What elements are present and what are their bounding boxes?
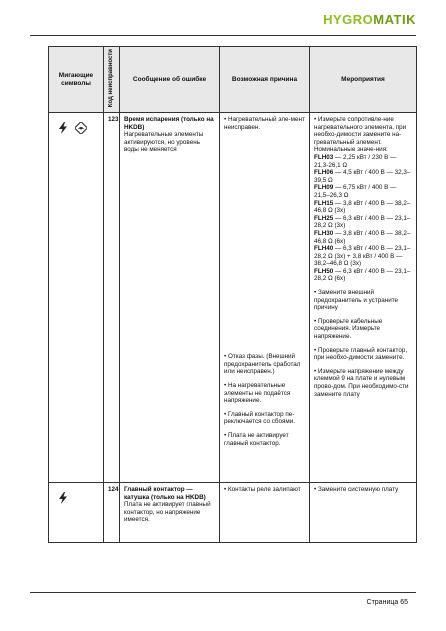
- lightning-icon: [57, 122, 69, 134]
- nominal-item: FLH09 — 6,75 кВт / 400 В — 21,5–26,3 Ω: [314, 184, 397, 199]
- header-message: Сообщение об ошибке: [120, 47, 220, 113]
- cause-item: • Нагревательный эле-мент неисправен.: [224, 116, 305, 131]
- action-item: • Измерьте напряжение между клеммой 9 на плате и нулевым прово-дом. При необходимо-сти замените плату: [314, 367, 409, 398]
- cause-item: • Отказ фазы. (Внешний предохранитель сработал или неисправен.): [224, 353, 301, 376]
- cause-item: • Плата не активирует главный контактор.: [224, 431, 289, 447]
- error-message-cell: [120, 113, 220, 483]
- error-title: Время испарения (только на HKDB): [124, 116, 214, 131]
- error-title: Главный контактор — катушка (только на HKDB): [124, 486, 206, 501]
- header-action: Мероприятия: [310, 47, 417, 113]
- error-description: Плата не активирует главный контактор, но напряжение имеется.: [124, 501, 211, 524]
- error-code: 124: [104, 483, 120, 543]
- level-sensor-icon: [75, 122, 87, 134]
- action-cell: [310, 113, 417, 483]
- action-item: • Замените системную плату: [314, 486, 399, 493]
- bottom-divider: [30, 592, 416, 593]
- nominal-item: FLH03 — 2,25 кВт / 230 В — 21,3-26,1 Ω: [314, 153, 397, 169]
- symbols-cell: [49, 483, 104, 543]
- nominal-item: FLH50 — 6,3 кВт / 400 В — 23,1–28,2 Ω (6x): [314, 267, 411, 283]
- header-cause: Возможная причина: [220, 47, 310, 113]
- error-message-cell: [120, 483, 220, 543]
- cause-item: • Контакты реле залипают: [224, 486, 301, 493]
- symbols-cell: [49, 113, 104, 483]
- cause-cell: [220, 113, 310, 483]
- cause-cell: [220, 483, 310, 543]
- page-number: Страница 65: [366, 599, 408, 606]
- cause-item: • Главный контактор пе-реключается со сбоями.: [224, 410, 296, 426]
- cause-item: • На нагревательные элементы не подаётся напряжение.: [224, 381, 291, 405]
- header-symbols: Мигающие символы: [49, 47, 104, 113]
- action-item: • Проверьте кабельные соединения. Измерьте напряжение.: [314, 317, 383, 341]
- nominal-item: FLH40 — 6,3 кВт / 400 В — 23,1–28,2 Ω (3x) + 3,8 кВт / 400 В — 38,2–46,8 Ω (3x): [314, 245, 411, 268]
- error-table: [48, 46, 417, 543]
- table-row: [49, 483, 417, 543]
- top-divider: [30, 35, 416, 36]
- nominal-item: FLH15 — 3,8 кВт / 400 В — 38,2–46,8 Ω (3x): [314, 199, 411, 215]
- action-item: • Замените внешний предохранитель и устраните причину: [314, 289, 399, 312]
- header-code: Код неисправности: [104, 47, 120, 113]
- action-item: • Проверьте главный контактор, при необхо-димости замените.: [314, 346, 408, 362]
- nominal-item: FLH06 — 4,5 кВт / 400 В — 32,3–39,5 Ω: [314, 169, 411, 184]
- nominal-values: [314, 154, 412, 283]
- error-code: 123: [104, 113, 120, 483]
- table-header-row: [49, 47, 417, 113]
- error-description: Нагревательные элементы активируются, но уровень воды не меняется: [124, 131, 204, 154]
- nominal-item: FLH25 — 6,3 кВт / 400 В — 23,1–28,2 Ω (3x): [314, 214, 411, 230]
- table-row: [49, 113, 417, 483]
- action-main: • Измерьте сопротивле-ние нагревательного элемента, при необхо-димости замените на-гревательный элемент. Номинальные значе-ния:: [314, 116, 407, 154]
- nominal-item: FLH30 — 3,8 кВт / 400 В — 38,2–46,8 Ω (6x): [314, 229, 411, 245]
- hygromatik-logo: HYGROMATIK: [323, 12, 416, 27]
- action-cell: [310, 483, 417, 543]
- lightning-icon: [57, 492, 69, 504]
